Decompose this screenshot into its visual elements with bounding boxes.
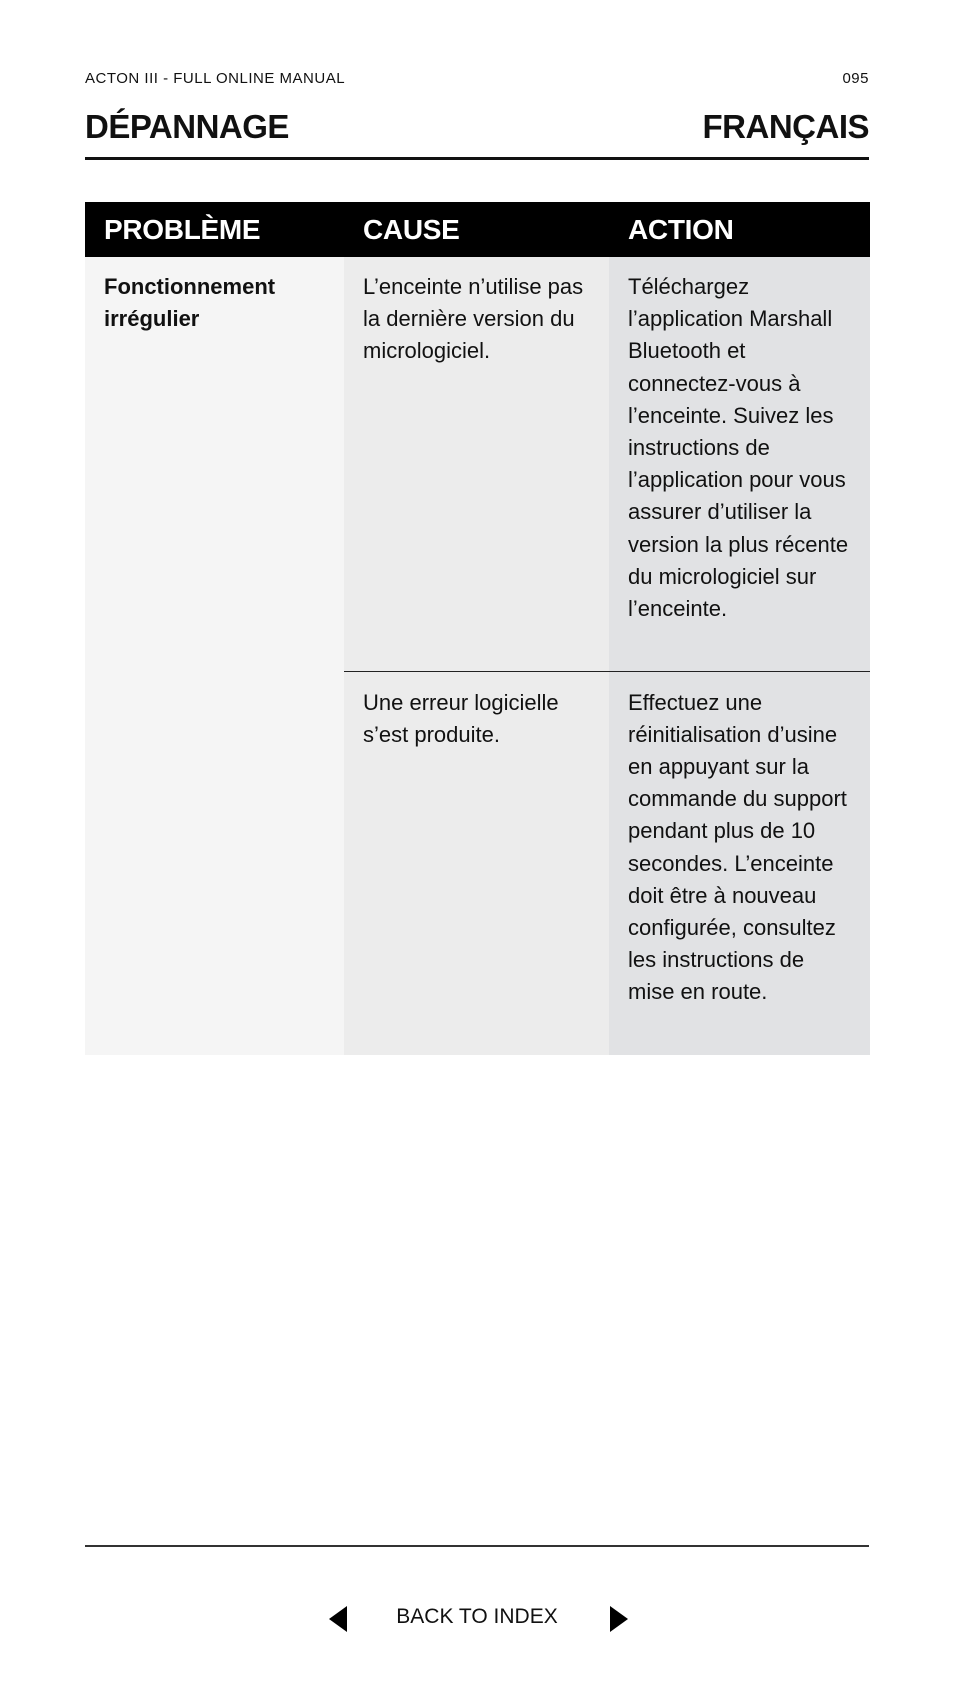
column-header-action: ACTION bbox=[609, 202, 870, 257]
cause-cell: Une erreur logicielle s’est produite. bbox=[344, 671, 609, 1055]
column-header-cause: CAUSE bbox=[344, 202, 609, 257]
page-number: 095 bbox=[842, 70, 869, 87]
action-cell: Téléchargez l’application Marshall Bluetooth et connectez-vous à l’enceinte. Suivez les instructions de l’application pour vous assurer d’utiliser la version la plus récente du micrologiciel sur l’enceinte. bbox=[609, 257, 870, 671]
triangle-right-icon[interactable] bbox=[610, 1606, 628, 1632]
troubleshooting-table bbox=[85, 202, 870, 1055]
manual-title: ACTON III - FULL ONLINE MANUAL bbox=[85, 70, 346, 87]
section-heading bbox=[85, 108, 869, 146]
column-header-problem: PROBLÈME bbox=[85, 202, 344, 257]
action-cell: Effectuez une réinitialisation d’usine en appuyant sur la commande du support pendant plus de 10 secondes. L’enceinte doit être à nouveau configurée, consultez les instructions de mise en route. bbox=[609, 671, 870, 1055]
running-header bbox=[85, 70, 869, 87]
page-navigation bbox=[0, 1600, 954, 1640]
back-to-index-link[interactable]: BACK TO INDEX bbox=[396, 1605, 558, 1628]
table-row bbox=[85, 257, 870, 671]
table-header-row bbox=[85, 202, 870, 257]
footer-divider bbox=[85, 1545, 869, 1547]
section-title: DÉPANNAGE bbox=[85, 108, 289, 145]
problem-cell: Fonctionnement irrégulier bbox=[85, 257, 344, 1055]
triangle-left-icon[interactable] bbox=[329, 1606, 347, 1632]
heading-divider bbox=[85, 157, 869, 160]
language-label: FRANÇAIS bbox=[702, 108, 869, 145]
cause-cell: L’enceinte n’utilise pas la dernière version du micrologiciel. bbox=[344, 257, 609, 671]
